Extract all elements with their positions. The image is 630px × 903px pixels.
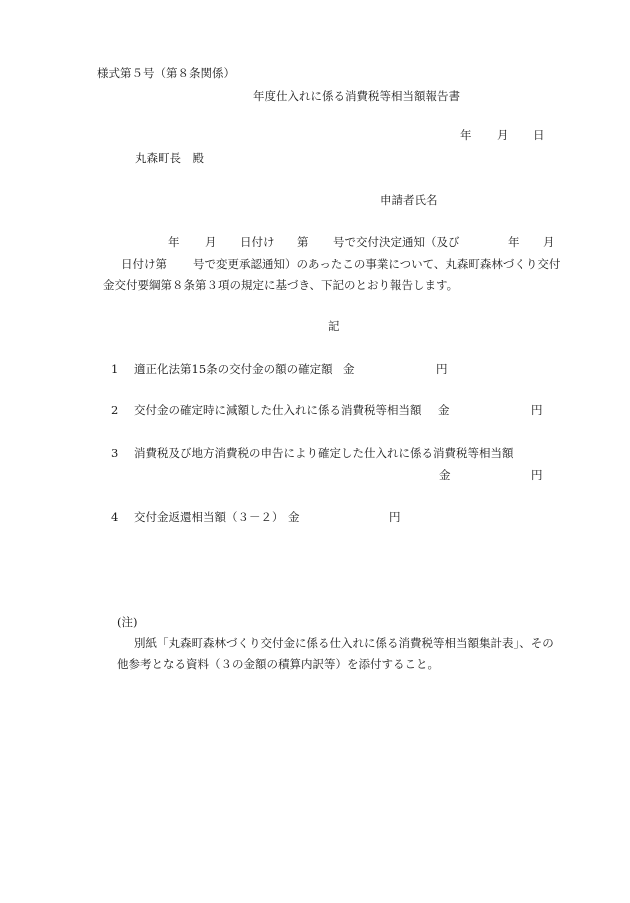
addressee: 丸森町長 殿 [135,151,204,165]
item-text: 消費税及び地方消費税の申告により確定した仕入れに係る消費税等相当額 [134,446,514,460]
item-kin-label: 金 [343,362,355,376]
ki-heading: 記 [328,319,340,333]
date-day: 日 [533,128,545,142]
item-kin-label: 金 [438,403,450,417]
item-kin-label: 金 [288,510,300,524]
body-line1-dai: 第 [297,235,309,249]
item-number: 1 [111,362,119,376]
note-heading: (注) [117,615,138,629]
item-text: 適正化法第15条の交付金の額の確定額 [134,362,333,376]
date-month: 月 [497,128,509,142]
body-line2-day-suffix: 日付け第 [121,257,167,271]
body-line1-month: 月 [205,235,217,249]
item-number: 3 [111,446,119,460]
date-year: 年 [460,128,472,142]
body-line1-day-suffix: 日付け [240,235,275,249]
body-line1-notice: 号で交付決定通知（及び [333,235,460,249]
item-number: 2 [111,403,119,417]
note-line2: 他参考となる資料（３の金額の積算内訳等）を添付すること。 [117,657,439,671]
item-yen-label: 円 [531,403,543,417]
item-yen-label: 円 [531,468,543,482]
body-line1-month2: 月 [543,235,555,249]
item-yen-label: 円 [436,362,448,376]
body-line1-year2: 年 [508,235,520,249]
document-title: 年度仕入れに係る消費税等相当額報告書 [253,89,460,103]
note-line1: 別紙「丸森町森林づくり交付金に係る仕入れに係る消費税等相当額集計表」、その [134,636,554,650]
body-line1-year: 年 [168,235,180,249]
item-yen-label: 円 [389,510,401,524]
item-text: 交付金の確定時に減額した仕入れに係る消費税等相当額 [134,403,422,417]
item-text: 交付金返還相当額（３－２） [134,510,284,524]
item-number: 4 [111,510,119,524]
applicant-label: 申請者氏名 [380,193,438,207]
body-line2-notice: 号で変更承認通知）のあったこの事業について、丸森町森林づくり交付 [193,257,561,271]
form-number: 様式第５号（第８条関係） [97,66,235,80]
body-line3: 金交付要綱第８条第３項の規定に基づき、下記のとおり報告します。 [103,278,459,292]
item-kin-label: 金 [439,468,451,482]
